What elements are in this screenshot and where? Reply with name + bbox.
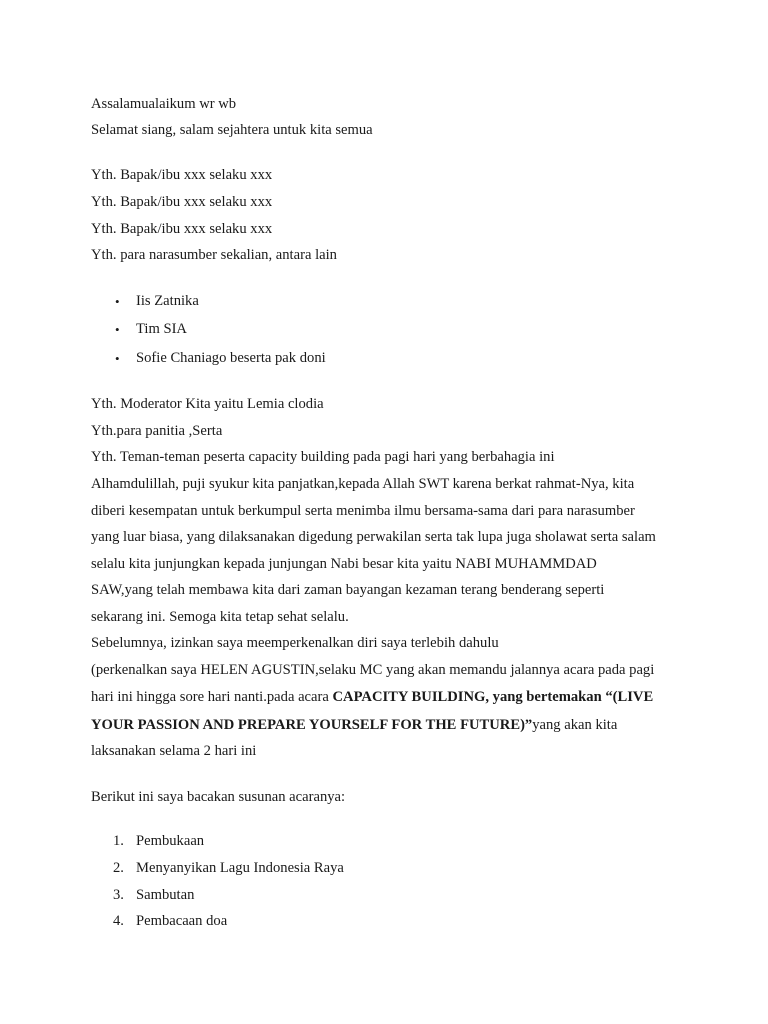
intro-line: (perkenalkan saya HELEN AGUSTIN,selaku MC yang akan memandu jalannya acara pada pagi xyxy=(91,662,655,678)
greeting-selamat: Selamat siang, salam sejahtera untuk kita semua xyxy=(91,122,373,138)
speaker-item: Iis Zatnika xyxy=(136,293,199,309)
paragraph-line: SAW,yang telah membawa kita dari zaman bayangan kezaman terang benderang seperti xyxy=(91,582,605,598)
honorific-line: Yth. Teman-teman peserta capacity building pada pagi hari yang berbahagia ini xyxy=(91,449,555,465)
bullet-icon: • xyxy=(115,322,120,337)
agenda-item: Pembacaan doa xyxy=(136,913,228,929)
honorific-line: Yth. Moderator Kita yaitu Lemia clodia xyxy=(91,396,324,412)
paragraph-line: diberi kesempatan untuk berkumpul serta menimba ilmu bersama-sama dari para narasumber xyxy=(91,503,635,519)
honorific-line: Yth.para panitia ,Serta xyxy=(91,423,223,439)
speaker-item: Tim SIA xyxy=(136,321,187,337)
event-title-bold: CAPACITY BUILDING, yang bertemakan “(LIVE xyxy=(332,689,654,705)
agenda-item: Sambutan xyxy=(136,887,195,903)
intro-line xyxy=(91,688,653,706)
agenda-item: Pembukaan xyxy=(136,833,205,849)
agenda-number: 3. xyxy=(113,887,124,903)
intro-line xyxy=(91,716,617,734)
speaker-item: Sofie Chaniago beserta pak doni xyxy=(136,350,326,366)
honorific-line: Yth. para narasumber sekalian, antara lain xyxy=(91,247,337,263)
intro-text: yang akan kita xyxy=(532,717,618,733)
honorific-line: Yth. Bapak/ibu xxx selaku xxx xyxy=(91,167,273,183)
paragraph-line: selalu kita junjungkan kepada junjungan Nabi besar kita yaitu NABI MUHAMMDAD xyxy=(91,556,597,572)
agenda-number: 2. xyxy=(113,860,124,876)
agenda-intro: Berikut ini saya bacakan susunan acaranya: xyxy=(91,789,346,805)
paragraph-line: Alhamdulillah, puji syukur kita panjatkan,kepada Allah SWT karena berkat rahmat-Nya, kita xyxy=(91,476,635,492)
greeting-salam: Assalamualaikum wr wb xyxy=(91,96,237,112)
bullet-icon: • xyxy=(115,294,120,309)
bullet-icon: • xyxy=(115,351,120,366)
intro-line: Sebelumnya, izinkan saya meemperkenalkan diri saya terlebih dahulu xyxy=(91,635,499,651)
intro-text: hari ini hingga sore hari nanti.pada acara xyxy=(91,689,333,705)
honorific-line: Yth. Bapak/ibu xxx selaku xxx xyxy=(91,221,273,237)
agenda-number: 4. xyxy=(113,913,124,929)
event-theme-bold: YOUR PASSION AND PREPARE YOURSELF FOR THE FUTURE)” xyxy=(91,717,533,733)
honorific-line: Yth. Bapak/ibu xxx selaku xxx xyxy=(91,194,273,210)
paragraph-line: sekarang ini. Semoga kita tetap sehat selalu. xyxy=(91,609,349,625)
paragraph-line: yang luar biasa, yang dilaksanakan digedung perwakilan serta tak lupa juga sholawat serta salam xyxy=(91,529,656,545)
intro-line: laksanakan selama 2 hari ini xyxy=(91,743,257,759)
agenda-number: 1. xyxy=(113,833,124,849)
agenda-item: Menyanyikan Lagu Indonesia Raya xyxy=(136,860,344,876)
